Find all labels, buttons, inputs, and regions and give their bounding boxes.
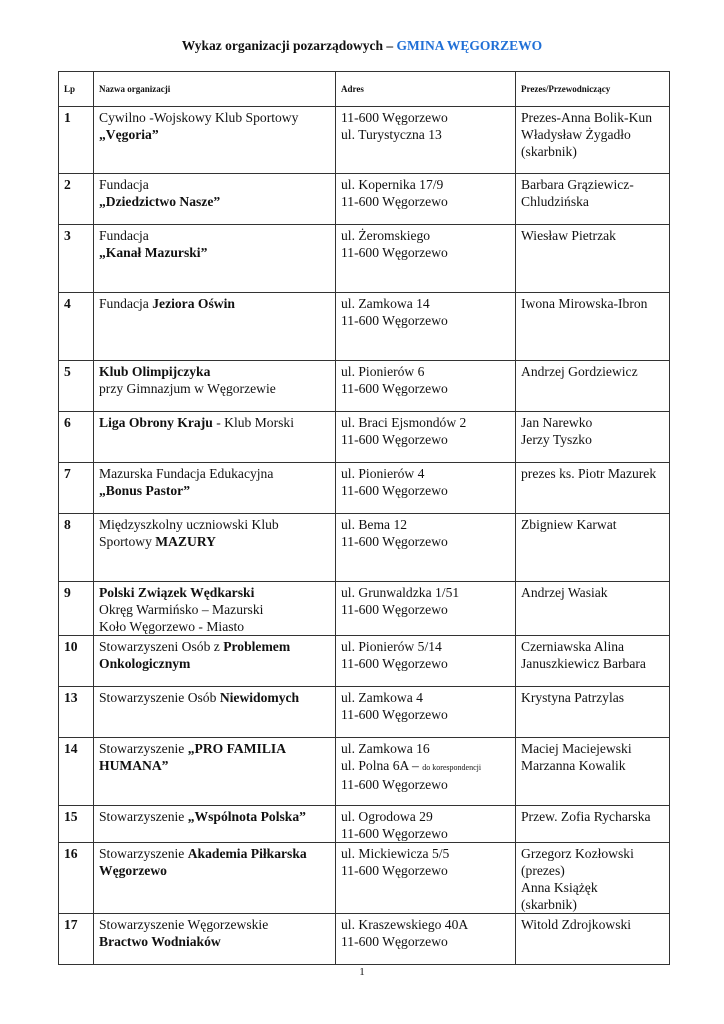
cell-president [516,463,670,514]
header-lp: Lp [59,72,94,107]
row-number: 10 [59,636,94,687]
cell-text-bold: „Kanał Mazurski” [99,245,208,260]
cell-text: Koło Węgorzewo - Miasto [99,619,245,634]
table-row [59,463,670,514]
cell-text-bold: MAZURY [155,534,216,549]
cell-text: Zbigniew Karwat [521,517,617,532]
cell-text: ul. Mickiewicza 5/5 [341,846,450,861]
cell-name [94,636,336,687]
cell-name [94,412,336,463]
table-row [59,174,670,225]
cell-text: 11-600 Węgorzewo [341,432,448,447]
cell-address [336,738,516,806]
cell-text: ul. Pionierów 5/14 [341,639,442,654]
cell-name [94,293,336,361]
table-row [59,582,670,636]
cell-address [336,514,516,582]
cell-text: Anna Książęk [521,880,598,895]
cell-name [94,687,336,738]
cell-text: Iwona Mirowska-Ibron [521,296,648,311]
row-number: 7 [59,463,94,514]
cell-text-bold: „Bonus Pastor” [99,483,191,498]
table-row [59,636,670,687]
cell-text-small: do korespondencji [422,763,482,772]
cell-text: Czerniawska Alina [521,639,625,654]
row-number: 17 [59,914,94,965]
table-body [59,107,670,965]
page-number: 1 [359,966,365,978]
cell-text-bold: Onkologicznym [99,656,191,671]
cell-text: Maciej Maciejewski [521,741,632,756]
cell-president [516,636,670,687]
table-row [59,412,670,463]
cell-text-bold: Polski Związek Wędkarski [99,585,255,600]
cell-address [336,687,516,738]
table-row [59,738,670,806]
table-row [59,361,670,412]
cell-text-bold: Akademia Piłkarska [187,846,307,861]
cell-text: ul. Pionierów 6 [341,364,425,379]
cell-text: ul. Żeromskiego [341,228,431,243]
cell-text-bold: Bractwo Wodniaków [99,934,221,949]
cell-text: Krystyna Patrzylas [521,690,625,705]
cell-text-bold: „Vęgoria” [99,127,159,142]
title-gmina: GMINA WĘGORZEWO [396,38,543,53]
cell-text: ul. Braci Ejsmondów 2 [341,415,467,430]
table-header-row [59,72,670,107]
cell-text: 11-600 Węgorzewo [341,110,448,125]
cell-text: Chludzińska [521,194,589,209]
cell-text: ul. Turystyczna 13 [341,127,442,142]
cell-text: 11-600 Węgorzewo [341,863,448,878]
cell-president [516,914,670,965]
cell-president [516,582,670,636]
cell-text: 11-600 Węgorzewo [341,934,448,949]
cell-text: ul. Polna 6A – [341,758,423,773]
cell-name [94,843,336,914]
cell-address [336,806,516,843]
cell-text: Przew. Zofia Rycharska [521,809,651,824]
table-row [59,225,670,293]
cell-text: Grzegorz Kozłowski [521,846,634,861]
row-number: 8 [59,514,94,582]
cell-president [516,361,670,412]
cell-text: - Klub Morski [212,415,294,430]
cell-president [516,514,670,582]
cell-text: Władysław Żygadło [521,127,631,142]
cell-text: Mazurska Fundacja Edukacyjna [99,466,274,481]
cell-address [336,293,516,361]
cell-president [516,843,670,914]
row-number: 2 [59,174,94,225]
cell-address [336,412,516,463]
cell-text: Witold Zdrojkowski [521,917,632,932]
cell-text: Jerzy Tyszko [521,432,592,447]
document-title [0,38,724,54]
cell-address [336,107,516,174]
cell-address [336,463,516,514]
cell-text: (skarbnik) [521,144,577,159]
table-row [59,514,670,582]
cell-text: 11-600 Węgorzewo [341,381,448,396]
cell-text: 11-600 Węgorzewo [341,826,448,841]
cell-text: 11-600 Węgorzewo [341,194,448,209]
cell-name [94,806,336,843]
row-number: 1 [59,107,94,174]
cell-text: ul. Bema 12 [341,517,408,532]
cell-text: ul. Zamkowa 16 [341,741,430,756]
cell-text: Stowarzyszenie Węgorzewskie [99,917,269,932]
cell-name [94,582,336,636]
table-row [59,293,670,361]
cell-address [336,914,516,965]
cell-president [516,806,670,843]
cell-text: Cywilno -Wojskowy Klub Sportowy [99,110,299,125]
cell-text: Fundacja [99,296,153,311]
row-number: 9 [59,582,94,636]
row-number: 3 [59,225,94,293]
cell-text: Stowarzyszenie Osób [99,690,220,705]
cell-text: Januszkiewicz Barbara [521,656,646,671]
cell-president [516,412,670,463]
cell-text: 11-600 Węgorzewo [341,313,448,328]
cell-text: ul. Kopernika 17/9 [341,177,444,192]
header-name: Nazwa organizacji [94,72,336,107]
cell-text-bold: Klub Olimpijczyka [99,364,211,379]
cell-text-bold: „PRO FAMILIA [187,741,287,756]
table-row [59,914,670,965]
table-row [59,107,670,174]
row-number: 6 [59,412,94,463]
row-number: 13 [59,687,94,738]
cell-name [94,361,336,412]
row-number: 15 [59,806,94,843]
cell-text-bold: Problemem [223,639,291,654]
header-president: Prezes/Przewodniczący [516,72,670,107]
cell-text-bold: Jeziora Oświn [152,296,235,311]
cell-text: Międzyszkolny uczniowski Klub [99,517,279,532]
cell-text: ul. Pionierów 4 [341,466,425,481]
cell-name [94,514,336,582]
cell-text: 11-600 Węgorzewo [341,707,448,722]
cell-text: Andrzej Wasiak [521,585,608,600]
cell-text: ul. Ogrodowa 29 [341,809,433,824]
cell-text-bold: „Wspólnota Polska” [187,809,306,824]
cell-text: (skarbnik) [521,897,577,912]
cell-name [94,463,336,514]
cell-text: 11-600 Węgorzewo [341,777,448,792]
cell-text: ul. Zamkowa 14 [341,296,430,311]
row-number: 16 [59,843,94,914]
cell-text: Stowarzyszeni Osób z [99,639,224,654]
table-row [59,806,670,843]
cell-text-bold: Węgorzewo [99,863,167,878]
cell-text: 11-600 Węgorzewo [341,483,448,498]
cell-name [94,914,336,965]
row-number: 5 [59,361,94,412]
cell-president [516,225,670,293]
title-prefix: Wykaz organizacji pozarządowych – [181,38,397,53]
cell-name [94,225,336,293]
cell-text: Stowarzyszenie [99,846,188,861]
cell-text: (prezes) [521,863,565,878]
cell-address [336,225,516,293]
row-number: 4 [59,293,94,361]
cell-president [516,174,670,225]
cell-text: prezes ks. Piotr Mazurek [521,466,657,481]
cell-text: ul. Zamkowa 4 [341,690,423,705]
table-row [59,843,670,914]
cell-text: Okręg Warmińsko – Mazurski [99,602,264,617]
cell-address [336,174,516,225]
cell-text: Andrzej Gordziewicz [521,364,638,379]
cell-text-bold: „Dziedzictwo Nasze” [99,194,221,209]
cell-address [336,361,516,412]
cell-address [336,582,516,636]
cell-text: Wiesław Pietrzak [521,228,616,243]
cell-president [516,293,670,361]
cell-president [516,738,670,806]
cell-address [336,636,516,687]
cell-text: 11-600 Węgorzewo [341,602,448,617]
cell-text: 11-600 Węgorzewo [341,534,448,549]
cell-text-bold: HUMANA” [99,758,169,773]
cell-text: 11-600 Węgorzewo [341,656,448,671]
cell-text: Marzanna Kowalik [521,758,626,773]
cell-text: Fundacja [99,228,149,243]
cell-name [94,738,336,806]
cell-text-bold: Liga Obrony Kraju [99,415,213,430]
cell-text: Stowarzyszenie [99,809,188,824]
cell-text-bold: Niewidomych [219,690,300,705]
header-address: Adres [336,72,516,107]
cell-president [516,107,670,174]
cell-text: ul. Kraszewskiego 40A [341,917,469,932]
cell-text: Stowarzyszenie [99,741,188,756]
cell-text: 11-600 Węgorzewo [341,245,448,260]
cell-name [94,174,336,225]
cell-president [516,687,670,738]
cell-text: przy Gimnazjum w Węgorzewie [99,381,276,396]
organizations-table [58,71,670,965]
cell-text: Jan Narewko [521,415,593,430]
cell-text: Prezes-Anna Bolik-Kun [521,110,652,125]
cell-text: Fundacja [99,177,149,192]
row-number: 14 [59,738,94,806]
cell-text: Sportowy [99,534,156,549]
cell-name [94,107,336,174]
cell-text: ul. Grunwaldzka 1/51 [341,585,460,600]
cell-text: Barbara Grąziewicz- [521,177,634,192]
table-row [59,687,670,738]
cell-address [336,843,516,914]
